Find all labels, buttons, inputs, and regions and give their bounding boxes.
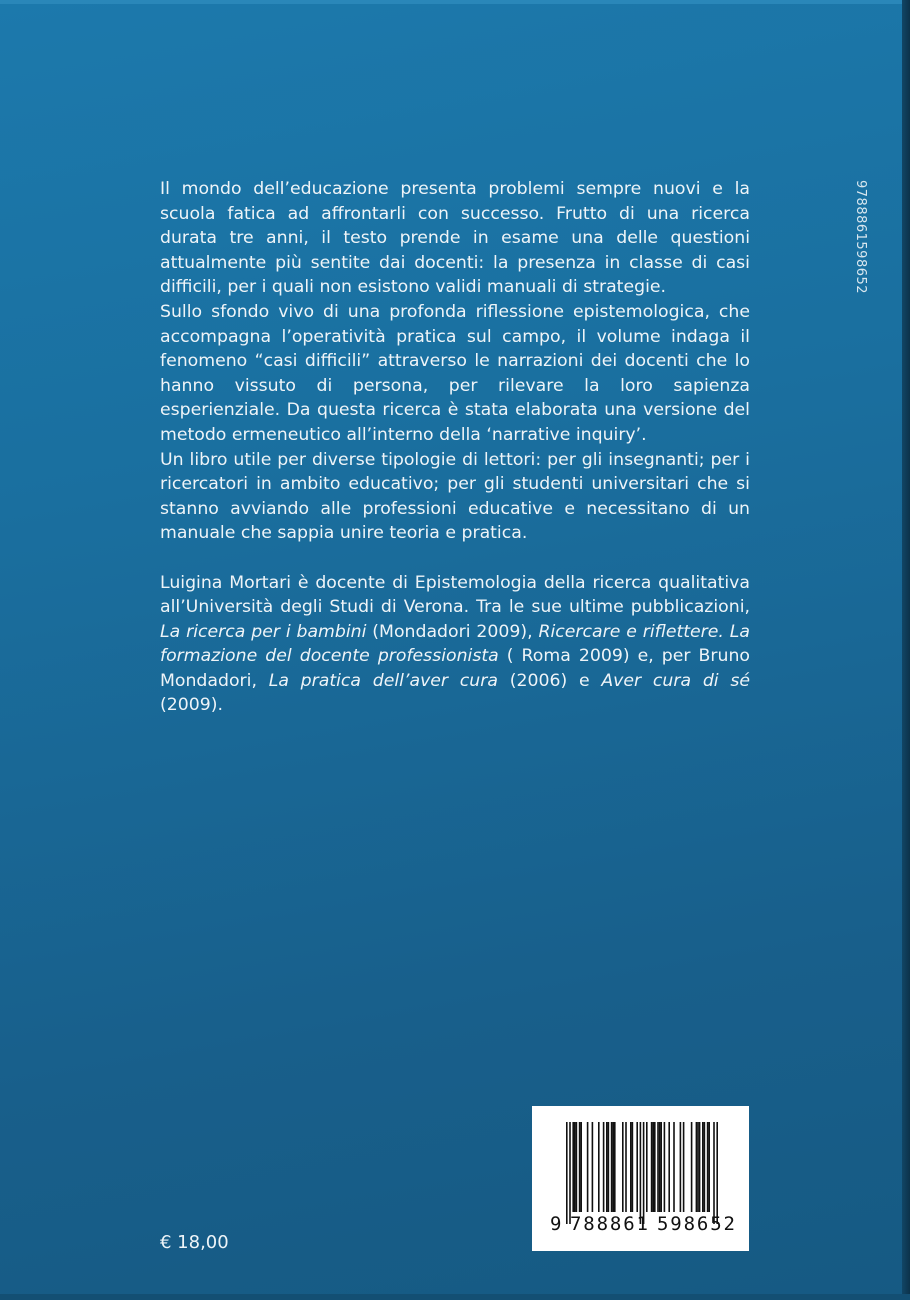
- author-bio: [160, 571, 750, 719]
- barcode-bar: [668, 1122, 670, 1212]
- barcode-bar: [716, 1122, 718, 1224]
- barcode-bar: [566, 1122, 568, 1224]
- bio-pub-4: (2009).: [160, 695, 223, 716]
- barcode-bar: [652, 1122, 654, 1212]
- barcode-bar: [630, 1122, 632, 1212]
- barcode-bar: [696, 1122, 698, 1212]
- barcode-bar: [654, 1122, 656, 1212]
- barcode-bar: [657, 1122, 659, 1212]
- barcode-bar: [640, 1122, 642, 1224]
- barcode-bar: [603, 1122, 605, 1212]
- barcode-bar: [598, 1122, 600, 1212]
- barcode-bar: [691, 1122, 693, 1212]
- cover-spine-edge: [902, 0, 910, 1300]
- barcode-bar: [646, 1122, 648, 1212]
- barcode-bar: [611, 1122, 613, 1212]
- barcode-bar: [576, 1122, 578, 1212]
- bio-pub-3: (2006) e: [497, 670, 602, 691]
- barcode-bar: [592, 1122, 594, 1212]
- barcode-bar: [697, 1122, 699, 1212]
- barcode-bar: [707, 1122, 709, 1212]
- barcode-digits-left: 788861: [570, 1213, 648, 1235]
- cover-bottom-edge: [0, 1294, 910, 1300]
- barcode-digit-first: 9: [550, 1213, 562, 1235]
- barcode-bars: [566, 1122, 718, 1224]
- cover-top-edge: [0, 0, 910, 4]
- barcode-bar: [664, 1122, 666, 1212]
- barcode-bar: [659, 1122, 661, 1212]
- barcode-bar: [673, 1122, 675, 1212]
- barcode-bar: [683, 1122, 685, 1212]
- bio-intro: Luigina Mortari è docente di Epistemologia della ricerca qualitativa all’Università degli Studi di Verona. Tra le sue ultime pubblicazioni,: [160, 572, 750, 618]
- barcode-digits-right: 598652: [657, 1213, 735, 1235]
- barcode-bar: [708, 1122, 710, 1212]
- bio-pub-1: (Mondadori 2009),: [366, 621, 539, 642]
- bio-title-1: La ricerca per i bambini: [160, 621, 367, 642]
- barcode-bar: [680, 1122, 682, 1212]
- isbn-vertical: [852, 180, 870, 295]
- blurb-paragraph-1: Il mondo dell’educazione presenta problemi sempre nuovi e la scuola fatica ad affrontarli con successo. Frutto di una ricerca durata tre anni, il testo prende in esame una delle questioni attualmente più sentite dai docenti: la presenza in classe di casi difficili, per i quali non esistono validi manuali di strategie.: [160, 179, 750, 298]
- barcode-bar: [713, 1122, 715, 1224]
- barcode-bar: [587, 1122, 589, 1212]
- barcode-bar: [625, 1122, 627, 1212]
- barcode-image: [532, 1106, 749, 1251]
- barcode-bar: [569, 1122, 571, 1224]
- bio-title-4: Aver cura di sé: [601, 670, 750, 691]
- price-label: € 18,00: [160, 1232, 229, 1253]
- barcode-bar: [606, 1122, 608, 1212]
- barcode-bar: [651, 1122, 653, 1212]
- barcode-bar: [622, 1122, 624, 1212]
- barcode-bar: [579, 1122, 581, 1212]
- barcode-bar: [572, 1122, 574, 1212]
- barcode-bar: [632, 1122, 634, 1212]
- barcode: [532, 1106, 749, 1251]
- barcode-bar: [704, 1122, 706, 1212]
- barcode-bar: [614, 1122, 616, 1212]
- blurb-paragraph-2: Sullo sfondo vivo di una profonda riflessione epistemologica, che accompagna l’operatività pratica sul campo, il volume indaga il fenomeno “casi difficili” attraverso le narrazioni dei docenti che lo hanno vissuto di persona, per rilevare la loro sapienza esperienziale. Da questa ricerca è stata elaborata una versione del metodo ermeneutico all’interno della ‘narrative inquiry’.: [160, 301, 750, 445]
- barcode-bar: [636, 1122, 638, 1212]
- isbn-vertical-text: 9788861598652: [853, 180, 868, 295]
- barcode-bar: [702, 1122, 704, 1212]
- barcode-bar: [699, 1122, 701, 1212]
- blurb-text: [160, 177, 750, 718]
- barcode-bar: [660, 1122, 662, 1212]
- barcode-bar: [612, 1122, 614, 1212]
- bio-title-3: La pratica dell’aver cura: [268, 670, 498, 691]
- barcode-bar: [608, 1122, 610, 1212]
- bio-pub-2: ( Roma 2009) e, per Bruno Mondadori,: [160, 646, 750, 691]
- barcode-bar: [643, 1122, 645, 1224]
- barcode-bar: [574, 1122, 576, 1212]
- bio-title-2: Ricercare e riflettere. La formazione del docente professionista: [160, 621, 750, 667]
- blurb-paragraph-3: Un libro utile per diverse tipologie di lettori: per gli insegnanti; per i ricercatori in ambito educativo; per gli studenti universitari che si stanno avviando alle professioni educative e necessitano di un manuale che sappia unire teoria e pratica.: [160, 449, 750, 544]
- barcode-bar: [580, 1122, 582, 1212]
